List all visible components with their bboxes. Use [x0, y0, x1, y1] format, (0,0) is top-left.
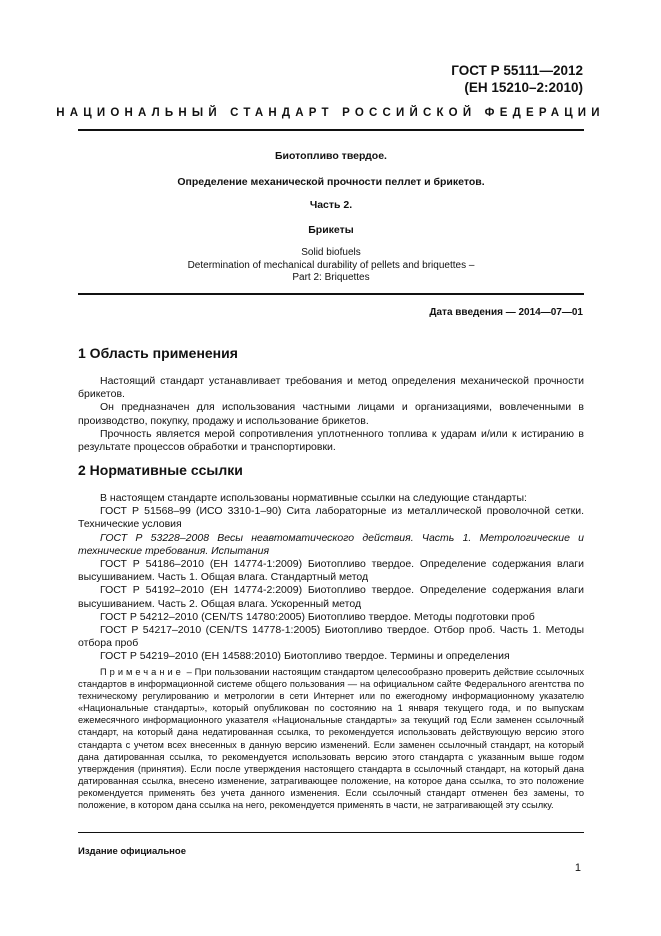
- standard-code: [451, 62, 583, 96]
- section1-paragraph: Настоящий стандарт устанавливает требования и метод определения механической прочности брикетов.: [78, 375, 584, 401]
- title-divider: [78, 293, 584, 295]
- section1-heading: 1 Область применения: [78, 345, 238, 361]
- section2-body: [78, 492, 584, 664]
- reference-item: ГОСТ Р 54192–2010 (ЕН 14774-2:2009) Биотопливо твердое. Определение содержания влаги высушиванием. Часть 2. Общая влага. Ускоренный метод: [78, 584, 584, 610]
- section2-heading: 2 Нормативные ссылки: [78, 462, 243, 478]
- top-divider: [78, 129, 584, 131]
- note-block: [78, 666, 584, 811]
- title-en-line2: Determination of mechanical durability of pellets and briquettes –: [187, 259, 475, 271]
- reference-item: ГОСТ Р 54212–2010 (CEN/TS 14780:2005) Биотопливо твердое. Методы подготовки проб: [100, 610, 535, 623]
- standard-code-line1: ГОСТ Р 55111—2012: [451, 63, 583, 78]
- reference-item: ГОСТ Р 51568–99 (ИСО 3310-1–90) Сита лабораторные из металлической проволочной сетки. Технические условия: [78, 505, 584, 531]
- title-ru-part: Часть 2.: [309, 199, 353, 211]
- footer-divider: [78, 832, 584, 833]
- title-en: [78, 247, 584, 285]
- section1-paragraph: Он предназначен для использования частными лицами и организациями, вовлеченными в производство, покупку, продажу и использование брикетов.: [78, 401, 584, 427]
- reference-item: ГОСТ Р 54186–2010 (ЕН 14774-1:2009) Биотопливо твердое. Определение содержания влаги высушиванием. Часть 1. Общая влага. Стандартный метод: [78, 558, 584, 584]
- page-number: 1: [574, 862, 581, 874]
- title-en-line3: Part 2: Briquettes: [292, 272, 370, 283]
- note-label: Примечание: [100, 667, 184, 677]
- title-ru-subject: Брикеты: [308, 224, 354, 236]
- title-ru-line1: Биотопливо твердое.: [275, 150, 387, 162]
- section2-intro: В настоящем стандарте использованы нормативные ссылки на следующие стандарты:: [100, 492, 527, 504]
- section1-body: [78, 375, 584, 454]
- section1-paragraph: Прочность является мерой сопротивления уплотненного топлива к ударам и/или к истиранию в результате процессов обработки и транспортировки.: [78, 427, 584, 454]
- edition-label: Издание официальное: [78, 846, 186, 857]
- reference-item: ГОСТ Р 53228–2008 Весы неавтоматического действия. Часть 1. Метрологические и технические требования. Испытания: [78, 531, 584, 557]
- introduction-date: Дата введения — 2014—07—01: [429, 307, 583, 318]
- reference-item: ГОСТ Р 54219–2010 (ЕН 14588:2010) Биотопливо твердое. Термины и определения: [100, 650, 510, 663]
- reference-item: ГОСТ Р 54217–2010 (CEN/TS 14778-1:2005) Биотопливо твердое. Отбор проб. Часть 1. Методы отбора проб: [78, 624, 584, 650]
- title-ru-line2: Определение механической прочности пеллет и брикетов.: [177, 176, 485, 188]
- standard-code-line2: (ЕН 15210–2:2010): [464, 80, 583, 95]
- note-text: – При пользовании настоящим стандартом целесообразно проверить действие ссылочных стандартов в информационной системе общего пользования — на официальном сайте Федерального агентства по техническому регулированию и метрологии в сети Интернет или по ежегодному информационному указателю «Национальные стандарты», который опубликован по состоянию на 1 января текущего года, и по выпускам ежемесячного информационного указателя «Национальные стандарты» за текущий год Если заменен ссылочный стандарт, на который дана недатированная ссылка, то рекомендуется использовать действующую версию этого стандарта с учетом всех внесенных в данную версию изменений. Если заменен ссылочный стандарт, на который дана датированная ссылка, то рекомендуется использовать версию этого стандарта с указанным выше годом утверждения (принятия). Если после утверждения настоящего стандарта в ссылочный стандарт, на который дана датированная ссылка, внесено изменение, затрагивающее положение, на которое дана ссылка, то это положение рекомендуется применять без учета данного изменения. Если ссылочный стандарт отменен без замены, то положение, в котором дана ссылка на него, рекомендуется применять в части, не затрагивающей эту ссылку.: [78, 667, 584, 811]
- national-standard-heading: НАЦИОНАЛЬНЫЙ СТАНДАРТ РОССИЙСКОЙ ФЕДЕРАЦИИ: [56, 107, 605, 119]
- title-en-line1: Solid biofuels: [301, 247, 361, 258]
